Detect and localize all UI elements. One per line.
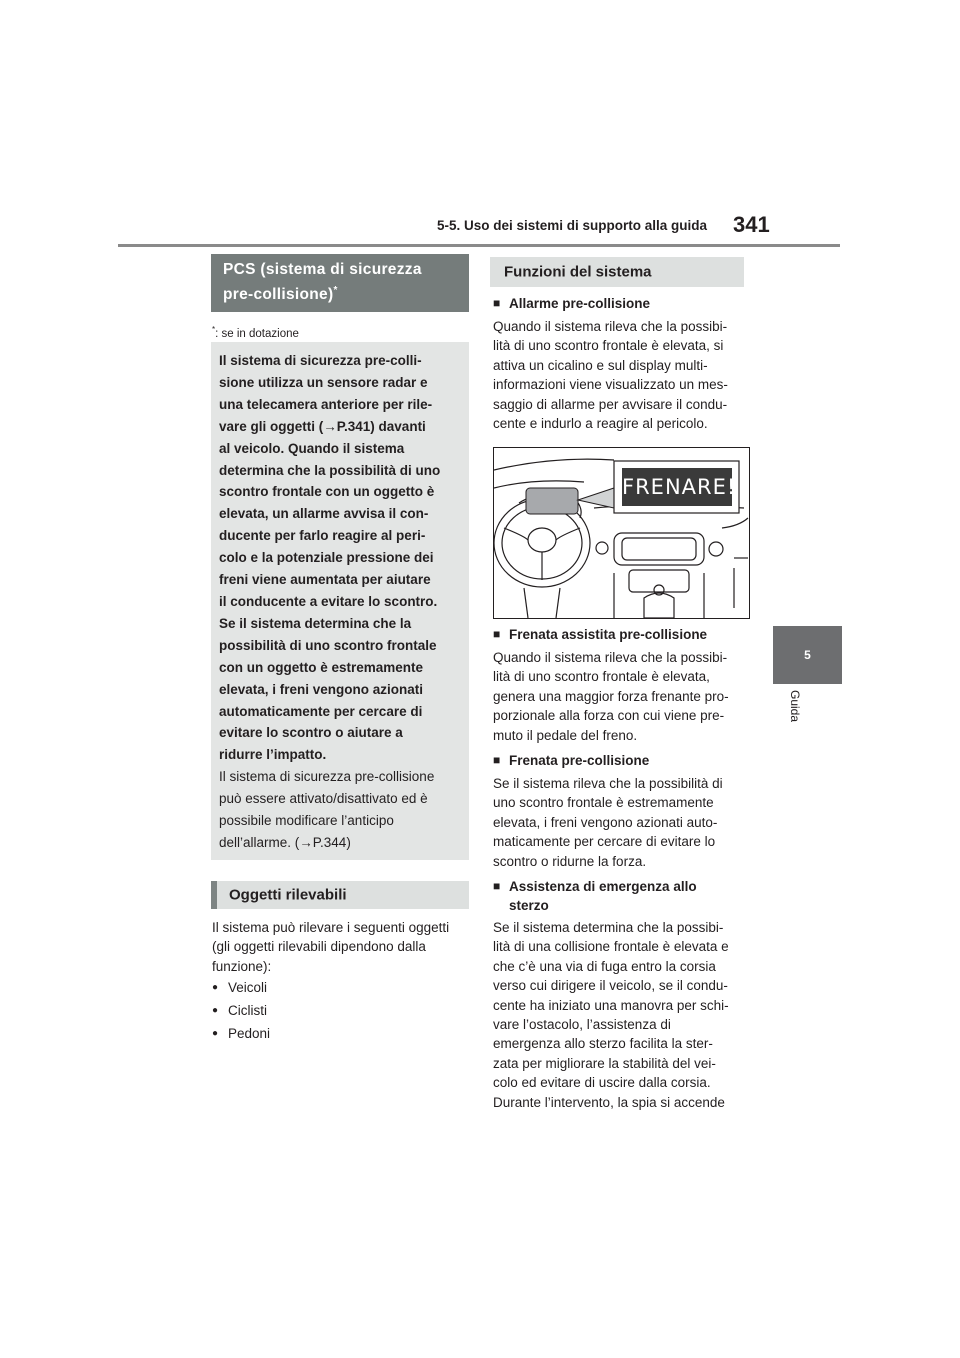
intro-line: freni viene aumentata per aiutare — [219, 572, 431, 588]
main-heading-line2-text: pre-collisione) — [223, 286, 334, 304]
alarm-display-message: FRENARE! — [622, 475, 737, 499]
main-heading — [211, 254, 469, 312]
detectable-intro — [212, 918, 472, 976]
intro-line: sione utilizza un sensore radar e — [219, 374, 428, 390]
assist-line: genera una maggior forza frenante pro- — [493, 688, 729, 704]
detectable-heading — [211, 881, 469, 909]
main-heading-line2 — [223, 285, 338, 304]
steering-text — [493, 918, 753, 1112]
detectable-list — [212, 976, 270, 1045]
steering-line: vare l’ostacolo, l’assistenza di — [493, 1017, 671, 1033]
intro-line: evitare lo scontro o aiutare a — [219, 725, 403, 741]
intro-line: il conducente a evitare lo scontro. — [219, 593, 438, 609]
intro-line: vare gli oggetti (→P.341) davanti — [219, 418, 426, 434]
chapter-number: 5 — [804, 648, 811, 662]
main-heading-mark: * — [333, 285, 338, 296]
alarm-line: cente e indurlo a reagire al pericolo. — [493, 416, 708, 432]
braking-line: elevata, i freni vengono azionati auto- — [493, 814, 718, 830]
alarm-line: attiva un cicalino e sul display multi- — [493, 357, 708, 373]
intro-line: una telecamera anteriore per rile- — [219, 396, 433, 412]
list-item: ● Ciclisti — [212, 999, 270, 1022]
intro-bold-text — [219, 350, 467, 766]
intro-line: automaticamente per cercare di — [219, 703, 423, 719]
braking-line: Se il sistema rileva che la possibilità di — [493, 776, 723, 791]
chapter-label: Guida — [788, 690, 802, 723]
steering-line: zata per migliorare la stabilità del vei- — [493, 1055, 716, 1071]
list-item: ● Veicoli — [212, 976, 270, 999]
detectable-heading-text: Oggetti rilevabili — [229, 886, 347, 904]
intro-line: Il sistema di sicurezza pre-collisione — [219, 769, 435, 784]
footnote-text: : se in dotazione — [215, 327, 299, 340]
braking-line: uno scontro frontale è estremamente — [493, 795, 714, 811]
assist-line: muto il pedale del freno. — [493, 727, 638, 743]
intro-line: ridurre l’impatto. — [219, 747, 327, 763]
braking-text — [493, 774, 753, 871]
footnote — [212, 325, 299, 340]
intro-line: elevata, un allarme avvisa il con- — [219, 506, 429, 522]
detectable-intro-line: Il sistema può rilevare i seguenti oggetti — [212, 920, 450, 935]
steering-title-line2: sterzo — [509, 898, 549, 913]
intro-line: possibile modificare l’anticipo — [219, 812, 394, 828]
braking-line: scontro o ridurne la forza. — [493, 853, 647, 869]
page-number: 341 — [733, 212, 770, 237]
detectable-intro-line: funzione): — [212, 958, 272, 974]
footnote-mark: * — [212, 325, 216, 334]
steering-line: Durante l’intervento, la spia si accende — [493, 1094, 725, 1110]
alarm-title: ■ Allarme pre-collisione — [493, 294, 650, 313]
alarm-line: saggio di allarme per avvisare il condu- — [493, 396, 728, 412]
steering-line: verso cui dirigere il veicolo, se il condu- — [493, 978, 728, 994]
steering-line: Se il sistema determina che la possibi- — [493, 920, 724, 935]
detectable-intro-line: (gli oggetti rilevabili dipendono dalla — [212, 939, 426, 955]
intro-line: Il sistema di sicurezza pre-colli- — [219, 353, 422, 368]
alarm-text — [493, 317, 753, 433]
header-rule — [118, 244, 840, 247]
steering-title-line1: ■ Assistenza di emergenza allo — [509, 879, 697, 894]
intro-normal-text — [219, 766, 467, 854]
assist-text — [493, 648, 753, 745]
intro-line: con un oggetto è estremamente — [219, 659, 424, 675]
intro-line: determina che la possibilità di uno — [219, 462, 441, 478]
assist-line: lità di uno scontro frontale è elevata, — [493, 669, 710, 685]
dashboard-illustration — [493, 447, 750, 619]
braking-title: ■ Frenata pre-collisione — [493, 751, 649, 770]
intro-line: Se il sistema determina che la — [219, 615, 412, 631]
functions-heading — [490, 257, 744, 287]
steering-line: che c’è una via di fuga entro la corsia — [493, 958, 716, 974]
section-title: 5-5. Uso dei sistemi di supporto alla guida — [437, 218, 708, 233]
alarm-line: Quando il sistema rileva che la possibi- — [493, 319, 728, 334]
chapter-tab[interactable] — [773, 626, 842, 684]
assist-title: ■ Frenata assistita pre-collisione — [493, 625, 707, 644]
intro-line: dell’allarme. (→P.344) — [219, 834, 351, 850]
functions-heading-text: Funzioni del sistema — [504, 263, 652, 281]
intro-line: al veicolo. Quando il sistema — [219, 440, 405, 456]
alarm-line: lità di uno scontro frontale è elevata, si — [493, 338, 724, 354]
steering-line: cente ha iniziato una manovra per schi- — [493, 997, 729, 1013]
intro-line: colo e la potenziale pressione dei — [219, 550, 434, 566]
intro-line: ducente per farlo reagire al peri- — [219, 528, 426, 544]
steering-line: lità di una collisione frontale è elevata e — [493, 939, 729, 955]
assist-line: porzionale alla forza con cui viene pre- — [493, 708, 725, 724]
intro-line: scontro frontale con un oggetto è — [219, 484, 435, 500]
braking-line: maticamente per cercare di evitare lo — [493, 834, 716, 850]
steering-title — [493, 877, 697, 915]
main-heading-line1: PCS (sistema di sicurezza — [223, 261, 422, 278]
intro-line: elevata, i freni vengono azionati — [219, 681, 424, 697]
intro-line: può essere attivato/disattivato ed è — [219, 790, 428, 806]
list-item: ● Pedoni — [212, 1022, 270, 1045]
steering-line: colo ed evitare di uscire dalla corsia. — [493, 1075, 711, 1091]
intro-line: possibilità di uno scontro frontale — [219, 637, 437, 653]
assist-line: Quando il sistema rileva che la possibi- — [493, 650, 728, 665]
steering-line: emergenza allo sterzo facilita la ster- — [493, 1036, 713, 1052]
alarm-line: informazioni viene visualizzato un mes- — [493, 377, 728, 393]
